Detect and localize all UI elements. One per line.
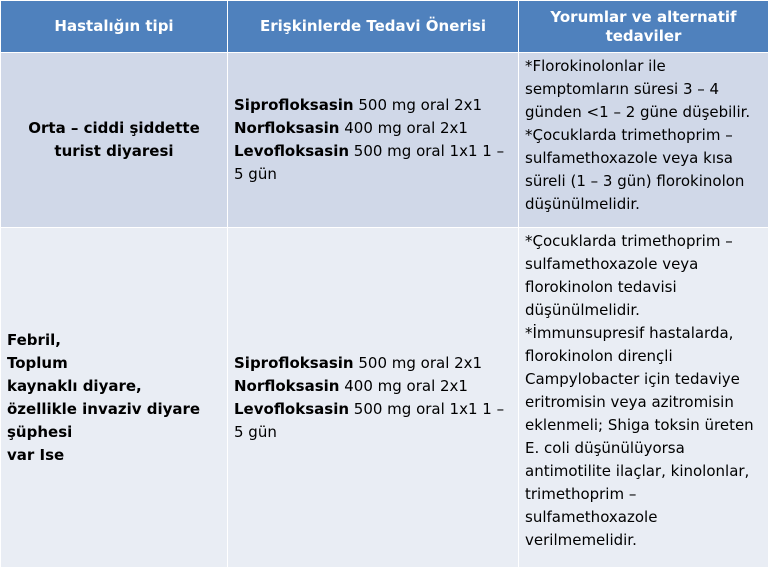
header-row [1,1,768,53]
treatment-line [234,117,512,140]
header-adult-treatment: Erişkinlerde Tedavi Önerisi [228,1,519,53]
drug-name: Norfloksasin [234,377,339,395]
treatment-line [234,140,512,186]
drug-dose: 400 mg oral 2x1 [339,377,468,395]
header-comments: Yorumlar ve alternatif tedaviler [519,1,768,53]
treatment-cell [228,53,519,228]
table-row [1,53,768,228]
comments-cell: *Florokinolonlar ile semptomların süresi 3 – 4 günden <1 – 2 güne düşebilir. *Çocuklarda trimethoprim – sulfamethoxazole veya kısa süreli (1 – 3 gün) florokinolon düşünülmelidir. [519,53,768,228]
disease-line: şüphesi [7,421,221,444]
drug-name: Levofloksasin [234,142,349,160]
disease-line: özellikle invaziv diyare [7,398,221,421]
drug-name: Norfloksasin [234,119,339,137]
disease-line: kaynaklı diyare, [7,375,221,398]
drug-dose: 500 mg oral 2x1 [354,96,483,114]
drug-name: Siprofloksasin [234,354,354,372]
drug-dose: 500 mg oral 1x1 1 – 5 gün [234,142,504,183]
disease-line: Toplum [7,352,221,375]
disease-line: Febril, [7,329,221,352]
treatment-line [234,398,512,444]
treatment-cell [228,228,519,568]
comments-cell: *Çocuklarda trimethoprim – sulfamethoxazole veya florokinolon tedavisi düşünülmelidir. *İmmunsupresif hastalarda, florokinolon dirençli Campylobacter için tedaviye eritromisin veya azitromisin eklenmeli; Shiga toksin üreten E. coli düşünülüyorsa antimotilite ilaçlar, kinolonlar, trimethoprim – sulfamethoxazole verilmemelidir. [519,228,768,568]
treatment-line [234,352,512,375]
treatment-line [234,94,512,117]
disease-line: var Ise [7,444,221,467]
drug-dose: 500 mg oral 1x1 1 – 5 gün [234,400,504,441]
disease-cell: Orta – ciddi şiddette turist diyaresi [1,53,228,228]
drug-name: Siprofloksasin [234,96,354,114]
drug-dose: 500 mg oral 2x1 [354,354,483,372]
table-row [1,228,768,568]
disease-cell [1,228,228,568]
header-disease-type: Hastalığın tipi [1,1,228,53]
treatment-line [234,375,512,398]
drug-name: Levofloksasin [234,400,349,418]
drug-dose: 400 mg oral 2x1 [339,119,468,137]
